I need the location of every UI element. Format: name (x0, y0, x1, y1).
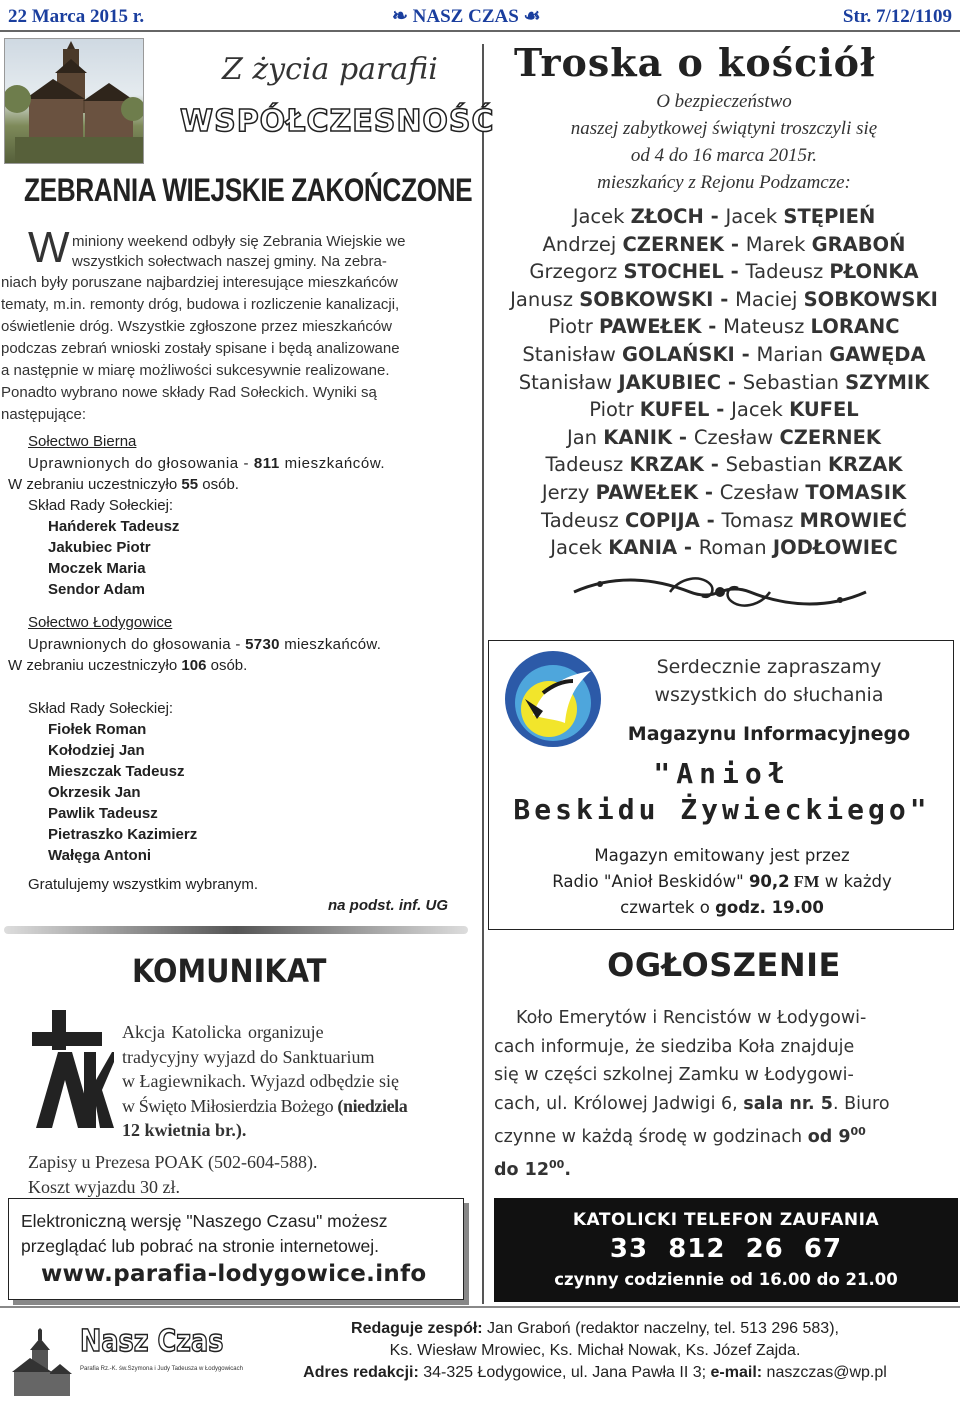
radio-program: Magazynu Informacyjnego (627, 723, 911, 745)
komunikat-extra (28, 1150, 317, 1199)
church-photo (4, 38, 144, 164)
announcement-hours-from-minutes: 00 (850, 1125, 866, 1138)
online-line: Elektroniczną wersję "Naszego Czasu" możesz (21, 1211, 388, 1231)
guardian-first-name: Jacek (572, 205, 625, 228)
online-version-box (8, 1198, 464, 1300)
editorial-text: Jan Graboń (redaktor naczelny, tel. 513 296 583), (482, 1320, 839, 1337)
guardian-first-name: Marek (745, 232, 806, 256)
wooden-church-icon (5, 39, 143, 163)
guardian-pair (494, 341, 954, 369)
komunikat-line: tradycyjny wyjazd do Sanktuarium (122, 1046, 375, 1067)
announcement-line: czynne w każdą środę w godzinach (494, 1126, 808, 1147)
guardian-surname: KUFEL (639, 398, 710, 422)
hotline-number[interactable]: 33 812 26 67 (609, 1234, 843, 1264)
lodygowice-council-label: Skład Rady Sołeckiej: (28, 700, 174, 717)
article-line: niach były poruszane najbardziej interesujące mieszkańców (1, 274, 398, 291)
bierna-attended-label: W zebraniu uczestniczyło (8, 476, 182, 493)
editorial-label: Redaguje zespół: (351, 1320, 483, 1337)
guardian-pair (494, 451, 954, 479)
guardian-first-name: Janusz (510, 287, 573, 311)
bierna-attended-unit: osób. (198, 476, 239, 493)
guardian-surname: SZYMIK (845, 370, 930, 394)
guardian-pair (494, 286, 954, 314)
announcement-body (494, 1004, 890, 1185)
guardian-first-name: Andrzej (542, 232, 617, 256)
article-line: a następnie w miarę możliwości sukcesywnie realizowane. (1, 362, 390, 379)
guardian-surname: GOLAŃSKI (621, 342, 735, 366)
guardian-surname: CZERNEK (779, 425, 882, 449)
radio-invite (599, 653, 939, 709)
guardian-surname: PŁONKA (829, 260, 919, 284)
announcement-line: . (564, 1160, 571, 1181)
guardian-first-name: Jerzy (541, 480, 590, 504)
parish-outline-title: WSPÓŁCZESNOŚĆ (180, 104, 495, 139)
lodygowice-member: Wałęga Antoni (48, 847, 152, 864)
bierna-member: Hańderek Tadeusz (48, 518, 180, 535)
guardian-first-name: Tadeusz (745, 260, 824, 284)
header-rule (0, 30, 960, 32)
guardian-surname: LORANC (810, 315, 900, 339)
komunikat-body (122, 1020, 407, 1143)
announcement-line: cach, ul. Królowej Jadwigi 6, (494, 1093, 744, 1114)
troska-sub-line: od 4 do 16 marca 2015r. (630, 145, 818, 166)
guardian-surname: MROWIEĆ (799, 508, 907, 532)
announcement-line: się w części szkolnej Zamku w Łodygowi- (494, 1065, 854, 1085)
guardian-surname: JODŁOWIEC (772, 536, 898, 560)
radio-line: wszystkich do słuchania (654, 684, 884, 706)
guardian-surname: KANIA (608, 536, 678, 560)
editorial-text: Ks. Wiesław Mrowiec, Ks. Michał Nowak, Ks. Józef Zajda. (389, 1342, 801, 1359)
guardian-surname: JAKUBIEC (618, 370, 722, 394)
nasz-czas-logo-sub: Parafia Rz.-K. św.Szymona i Judy Tadeusza w Łodygowicach (80, 1366, 243, 1372)
guardian-first-name: Jacek (550, 536, 602, 560)
troska-sub-line: mieszkańcy z Rejonu Podzamcze: (597, 172, 851, 193)
online-version-text (21, 1209, 387, 1259)
guardian-first-name: Grzegorz (529, 260, 618, 284)
catholic-action-cross-icon (28, 1010, 114, 1128)
article-line: wszystkich sołectwach naszej gminy. Na zebra- (72, 253, 387, 270)
guardian-first-name: Czesław (693, 425, 774, 449)
pair-separator: - (703, 453, 726, 477)
lodygowice-attended (8, 655, 247, 676)
bierna-member: Sendor Adam (48, 581, 145, 598)
guardian-first-name: Maciej (735, 287, 798, 311)
address-label: Adres redakcji: (303, 1364, 419, 1381)
church-logo-icon (8, 1328, 72, 1398)
footer-rule (0, 1306, 960, 1308)
guardian-first-name: Sebastian (725, 453, 822, 477)
bierna-member: Moczek Maria (48, 560, 146, 577)
address-text: 34-325 Łodygowice, ul. Jana Pawła II 3; (418, 1364, 711, 1381)
guardian-pair (494, 424, 954, 452)
editorial-info (230, 1318, 960, 1384)
lodygowice-heading: Sołectwo Łodygowice (28, 614, 173, 631)
meetings-headline: ZEBRANIA WIEJSKIE ZAKOŃCZONE (24, 172, 473, 208)
guardian-surname: PAWEŁEK (595, 480, 699, 504)
lodygowice-attended-unit: osób. (206, 657, 248, 674)
pair-separator: - (677, 536, 699, 560)
bierna-eligible-unit: mieszkańców. (279, 455, 386, 472)
troska-sub-line: naszej zabytkowej świątyni troszczyli się (570, 118, 878, 139)
pair-separator: - (723, 260, 746, 284)
hotline-box (494, 1198, 958, 1302)
guardian-surname: COPIJA (625, 508, 700, 532)
guardian-first-name: Czesław (719, 480, 800, 504)
bierna-attended-count: 55 (181, 476, 199, 493)
guardian-first-name: Roman (698, 536, 767, 560)
bierna-eligible-label: Uprawnionych do głosowania - (28, 455, 254, 472)
article-line: następujące: (1, 406, 87, 423)
announcement-line: cach informuje, że siedziba Koła znajduje (494, 1036, 855, 1057)
komunikat-line: Akcja Katolicka organizuje (122, 1022, 324, 1042)
drop-cap: W (28, 223, 70, 272)
bierna-eligible (28, 453, 385, 474)
announcement-title: OGŁOSZENIE (607, 946, 841, 984)
guardian-surname: TOMASIK (805, 480, 907, 504)
guardian-first-name: Piotr (589, 398, 634, 422)
pair-separator: - (713, 287, 736, 311)
radio-name-line2: Beskidu Żywieckiego" (513, 793, 931, 826)
lodygowice-member: Okrzesik Jan (48, 784, 141, 801)
lodygowice-member: Kołodziej Jan (48, 742, 145, 759)
guardian-surname: KRZAK (629, 453, 704, 477)
komunikat-title: KOMUNIKAT (132, 952, 327, 990)
issue-date: 22 Marca 2015 r. (8, 6, 145, 27)
komunikat-line: w Święto Miłosierdzia Bożego (122, 1095, 338, 1116)
guardian-first-name: Mateusz (723, 315, 805, 339)
guardian-first-name: Stanisław (522, 342, 616, 366)
article-line: Ponadto wybrano nowe składy Rad Sołeckich. Wyniki są (1, 384, 377, 401)
guardian-first-name: Stanisław (518, 370, 613, 394)
troska-subtitle (494, 88, 954, 196)
guardian-first-name: Sebastian (742, 370, 839, 394)
guardian-surname: KUFEL (789, 398, 859, 422)
bierna-attended (8, 474, 239, 495)
masthead-title (392, 5, 541, 28)
guardian-pair (494, 258, 954, 286)
lodygowice-member: Fiołek Roman (48, 721, 147, 738)
congrats-text: Gratulujemy wszystkim wybranym. (28, 876, 259, 893)
pair-separator: - (672, 425, 694, 449)
lodygowice-eligible-unit: mieszkańców. (279, 636, 382, 653)
lodygowice-eligible-label: Uprawnionych do głosowania - (28, 636, 246, 653)
announcement-line: Koło Emerytów i Rencistów w Łodygowi- (516, 1008, 867, 1028)
radio-box (488, 640, 954, 930)
radio-name-line1: "Anioł (653, 757, 791, 790)
guardian-first-name: Jacek (725, 205, 778, 228)
lodygowice-eligible-count: 5730 (245, 636, 280, 653)
pair-separator: - (724, 232, 746, 256)
guardian-surname: STĘPIEŃ (783, 205, 876, 228)
guardian-surname: KANIK (603, 425, 673, 449)
bierna-member: Jakubiec Piotr (48, 539, 151, 556)
hotline-hours: czynny codziennie od 16.00 do 21.00 (554, 1270, 898, 1289)
guardian-surname: GRABOŃ (811, 232, 906, 256)
article-source: na podst. inf. UG (328, 897, 448, 914)
lodygowice-attended-count: 106 (181, 657, 207, 674)
announcement-room: sala nr. 5 (743, 1093, 833, 1114)
radio-frequency: 90,2 (748, 872, 790, 891)
guardian-first-name: Tomasz (721, 508, 794, 532)
announcement-hours-from: od 9 (807, 1126, 851, 1147)
pair-separator: - (721, 370, 743, 394)
page-number: Str. 7/12/1109 (842, 6, 952, 27)
bierna-heading: Sołectwo Bierna (28, 433, 137, 450)
komunikat-line-bold: 12 kwietnia br.). (122, 1120, 247, 1140)
guardian-pair (494, 396, 954, 424)
bierna-council-label: Skład Rady Sołeckiej: (28, 497, 174, 514)
email-label: e-mail: (710, 1364, 763, 1381)
guardian-surname: PAWEŁEK (598, 315, 702, 339)
pair-separator: - (701, 315, 724, 339)
lodygowice-attended-label: W zebraniu uczestniczyło (8, 657, 182, 674)
guardian-surname: SOBKOWSKI (803, 287, 938, 311)
bierna-eligible-count: 811 (253, 455, 280, 472)
guardian-pair (494, 203, 954, 231)
announcement-line: . Biuro (832, 1093, 890, 1114)
section-divider (4, 926, 468, 934)
article-line: oświetlenie dróg. Wszystkie zgłoszone przez mieszkańców (1, 318, 392, 335)
radio-band: FM (789, 872, 820, 891)
guardian-first-name: Piotr (548, 315, 593, 339)
lodygowice-eligible (28, 634, 381, 655)
troska-title: Troska o kościół (514, 40, 876, 85)
article-line: podczas zebrań wnioski zostały spisane i będą analizowane (1, 340, 400, 357)
pair-separator: - (703, 205, 726, 228)
radio-station: Radio "Anioł Beskidów" (552, 872, 749, 891)
radio-line: czwartek o (620, 898, 716, 917)
column-divider (482, 44, 484, 1304)
radio-line: Serdecznie zapraszamy (656, 656, 882, 678)
pair-separator: - (709, 398, 732, 422)
lodygowice-member: Pawlik Tadeusz (48, 805, 158, 822)
guardians-list (494, 203, 954, 562)
guardian-surname: KRZAK (828, 453, 903, 477)
guardian-surname: ZŁOCH (630, 205, 704, 228)
guardian-pair (494, 534, 954, 562)
flourish-ornament (570, 570, 870, 614)
radio-line: Magazyn emitowany jest przez (594, 846, 850, 865)
announcement-hours-to-minutes: 00 (549, 1158, 565, 1172)
troska-sub-line: O bezpieczeństwo (656, 91, 792, 112)
website-link[interactable]: www.parafia-lodygowice.info (41, 1261, 427, 1287)
radio-time: godz. 19.00 (715, 898, 824, 917)
ornament-right-icon: ☙ (518, 6, 541, 27)
komunikat-contact: Zapisy u Prezesa POAK (502-604-588). (28, 1152, 318, 1172)
pair-separator: - (698, 480, 720, 504)
article-line: tematy, m.in. remonty dróg, budowa i rozliczenie kanalizacji, (1, 296, 400, 313)
guardian-first-name: Jacek (731, 398, 783, 422)
pair-separator: - (734, 342, 757, 366)
komunikat-cost: Koszt wyjazdu 30 zł. (28, 1176, 180, 1197)
komunikat-line-bold: (niedziela (337, 1095, 408, 1116)
guardian-pair (494, 313, 954, 341)
komunikat-line: w Łagiewnikach. Wyjazd odbędzie się (122, 1071, 399, 1091)
radio-logo (503, 649, 603, 749)
parish-script-title: Z życia parafii (222, 52, 438, 87)
hotline-title: KATOLICKI TELEFON ZAUFANIA (572, 1210, 880, 1230)
guardian-first-name: Tadeusz (545, 453, 624, 477)
guardian-surname: STOCHEL (623, 260, 724, 284)
ornament-left-icon: ❧ (392, 6, 413, 27)
guardian-pair (494, 231, 954, 259)
article-line: miniony weekend odbyły się Zebrania Wiejskie we (72, 233, 406, 250)
radio-line: w każdy (819, 872, 892, 891)
email-address[interactable]: naszczas@wp.pl (762, 1364, 887, 1381)
pair-separator: - (699, 508, 722, 532)
guardian-surname: SOBKOWSKI (579, 287, 714, 311)
guardian-pair (494, 507, 954, 535)
guardian-first-name: Marian (756, 342, 824, 366)
guardian-first-name: Jan (566, 425, 598, 449)
nasz-czas-logo (8, 1314, 243, 1404)
announcement-hours-to: do 12 (494, 1160, 549, 1181)
guardian-pair (494, 369, 954, 397)
guardian-surname: CZERNEK (622, 232, 725, 256)
masthead-title-text: NASZ CZAS (412, 6, 519, 27)
radio-schedule (489, 843, 955, 921)
flourish-icon (570, 570, 870, 614)
online-line: przeglądać lub pobrać na stronie internetowej. (21, 1236, 379, 1256)
nasz-czas-logo-text: Nasz Czas (80, 1324, 224, 1359)
guardian-surname: GAWĘDA (829, 342, 926, 366)
lodygowice-member: Mieszczak Tadeusz (48, 763, 185, 780)
angel-radio-logo-icon (503, 649, 603, 749)
guardian-first-name: Tadeusz (541, 508, 619, 532)
lodygowice-member: Pietraszko Kazimierz (48, 826, 198, 843)
catholic-action-logo (28, 1010, 114, 1128)
guardian-pair (494, 479, 954, 507)
